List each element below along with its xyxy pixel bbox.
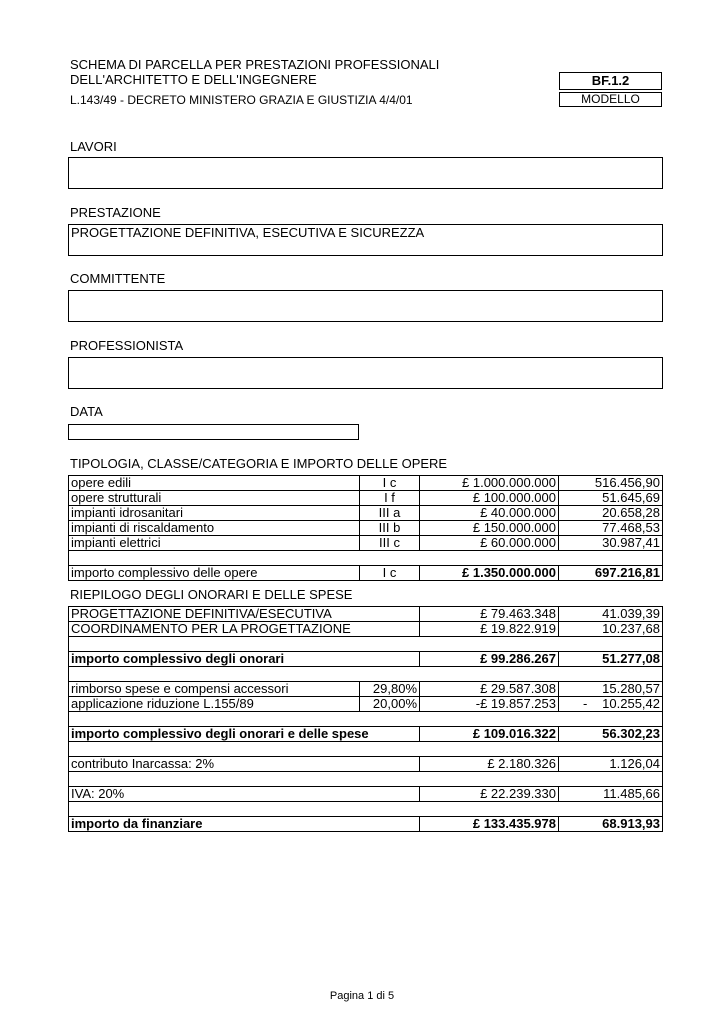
opere-lire: £ 1.000.000.000 xyxy=(420,476,559,491)
opere-desc: impianti elettrici xyxy=(69,536,360,551)
opere-euro: 20.658,28 xyxy=(559,506,663,521)
iva-row xyxy=(69,787,663,802)
riduzione-lire: -£ 19.857.253 xyxy=(420,697,559,712)
opere-euro: 30.987,41 xyxy=(559,536,663,551)
coord-euro: 10.237,68 xyxy=(559,622,663,637)
riepilogo-title: RIEPILOGO DEGLI ONORARI E DELLE SPESE xyxy=(70,587,353,602)
professionista-field[interactable] xyxy=(68,357,663,389)
opere-total-row xyxy=(69,566,663,581)
coord-lire: £ 19.822.919 xyxy=(420,622,559,637)
opere-desc: impianti idrosanitari xyxy=(69,506,360,521)
riduzione-euro: 10.255,42 xyxy=(602,696,660,711)
form-code: BF.1.2 xyxy=(559,72,662,90)
iva-euro: 11.485,66 xyxy=(559,787,663,802)
opere-lire: £ 150.000.000 xyxy=(420,521,559,536)
table-row xyxy=(69,536,663,551)
table-row xyxy=(69,622,663,637)
opere-desc: opere strutturali xyxy=(69,491,360,506)
table-row xyxy=(69,476,663,491)
opere-title: TIPOLOGIA, CLASSE/CATEGORIA E IMPORTO DELLE OPERE xyxy=(70,456,448,471)
finanziare-row xyxy=(69,817,663,832)
table-row xyxy=(69,607,663,622)
prog-lire: £ 79.463.348 xyxy=(420,607,559,622)
finanziare-desc: importo da finanziare xyxy=(69,817,420,832)
committente-field[interactable] xyxy=(68,290,663,322)
opere-total-euro: 697.216,81 xyxy=(559,566,663,581)
table-row xyxy=(69,682,663,697)
opere-desc: opere edili xyxy=(69,476,360,491)
page-number: Pagina 1 di 5 xyxy=(329,990,395,1002)
finanziare-lire: £ 133.435.978 xyxy=(420,817,559,832)
committente-label: COMMITTENTE xyxy=(70,271,166,286)
table-row xyxy=(69,506,663,521)
rimborso-pct: 29,80% xyxy=(360,682,420,697)
opere-euro: 51.645,69 xyxy=(559,491,663,506)
riduzione-pct: 20,00% xyxy=(360,697,420,712)
opere-class: I c xyxy=(360,476,420,491)
table-row xyxy=(69,697,663,712)
riduzione-sign: - xyxy=(583,696,588,711)
totale-euro: 56.302,23 xyxy=(559,727,663,742)
rimborso-desc: rimborso spese e compensi accessori xyxy=(69,682,360,697)
opere-total-class: I c xyxy=(360,566,420,581)
table-row xyxy=(69,521,663,536)
header-line-3: L.143/49 - DECRETO MINISTERO GRAZIA E GIUSTIZIA 4/4/01 xyxy=(70,93,413,107)
contributo-desc: contributo Inarcassa: 2% xyxy=(69,757,420,772)
opere-euro: 516.456,90 xyxy=(559,476,663,491)
data-label: DATA xyxy=(70,404,103,419)
onorari-row xyxy=(69,652,663,667)
riduzione-desc: applicazione riduzione L.155/89 xyxy=(69,697,360,712)
opere-desc: impianti di riscaldamento xyxy=(69,521,360,536)
opere-lire: £ 40.000.000 xyxy=(420,506,559,521)
iva-desc: IVA: 20% xyxy=(69,787,420,802)
lavori-label: LAVORI xyxy=(70,139,117,154)
opere-class: I f xyxy=(360,491,420,506)
opere-lire: £ 60.000.000 xyxy=(420,536,559,551)
lavori-field[interactable] xyxy=(68,157,663,189)
opere-total-desc: importo complessivo delle opere xyxy=(69,566,360,581)
rimborso-euro: 15.280,57 xyxy=(559,682,663,697)
riepilogo-table xyxy=(68,606,663,832)
riduzione-euro-cell xyxy=(559,697,663,712)
opere-euro: 77.468,53 xyxy=(559,521,663,536)
header-line-2: DELL'ARCHITETTO E DELL'INGEGNERE xyxy=(70,72,317,87)
opere-total-lire: £ 1.350.000.000 xyxy=(420,566,559,581)
onorari-lire: £ 99.286.267 xyxy=(420,652,559,667)
totale-lire: £ 109.016.322 xyxy=(420,727,559,742)
contributo-row xyxy=(69,757,663,772)
prog-euro: 41.039,39 xyxy=(559,607,663,622)
iva-lire: £ 22.239.330 xyxy=(420,787,559,802)
opere-class: III a xyxy=(360,506,420,521)
form-model: MODELLO xyxy=(559,92,662,107)
prog-desc: PROGETTAZIONE DEFINITIVA/ESECUTIVA xyxy=(69,607,420,622)
onorari-euro: 51.277,08 xyxy=(559,652,663,667)
prestazione-field[interactable]: PROGETTAZIONE DEFINITIVA, ESECUTIVA E SICUREZZA xyxy=(68,224,663,256)
rimborso-lire: £ 29.587.308 xyxy=(420,682,559,697)
opere-class: III c xyxy=(360,536,420,551)
totale-desc: importo complessivo degli onorari e delle spese xyxy=(69,727,420,742)
professionista-label: PROFESSIONISTA xyxy=(70,338,184,353)
finanziare-euro: 68.913,93 xyxy=(559,817,663,832)
coord-desc: COORDINAMENTO PER LA PROGETTAZIONE xyxy=(69,622,420,637)
totale-row xyxy=(69,727,663,742)
opere-class: III b xyxy=(360,521,420,536)
onorari-desc: importo complessivo degli onorari xyxy=(69,652,420,667)
header-line-1: SCHEMA DI PARCELLA PER PRESTAZIONI PROFESSIONALI xyxy=(70,57,440,72)
data-field[interactable] xyxy=(68,424,359,440)
opere-lire: £ 100.000.000 xyxy=(420,491,559,506)
contributo-lire: £ 2.180.326 xyxy=(420,757,559,772)
contributo-euro: 1.126,04 xyxy=(559,757,663,772)
prestazione-label: PRESTAZIONE xyxy=(70,205,161,220)
opere-table xyxy=(68,475,663,581)
table-row xyxy=(69,491,663,506)
